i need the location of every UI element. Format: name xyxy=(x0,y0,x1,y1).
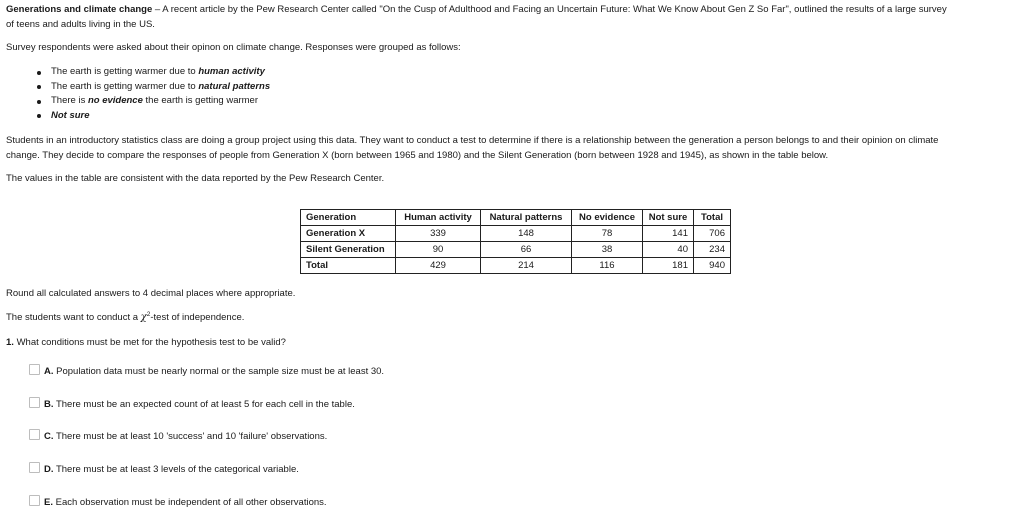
table-cell: 181 xyxy=(643,258,694,274)
intro-text-line2: of teens and adults living in the US. xyxy=(6,18,155,30)
row-label: Generation X xyxy=(301,226,396,242)
option-a[interactable] xyxy=(29,364,384,378)
option-d[interactable] xyxy=(29,462,299,476)
option-b[interactable] xyxy=(29,397,355,411)
response-list xyxy=(6,65,270,123)
option-c[interactable] xyxy=(29,429,327,443)
header-human-activity: Human activity xyxy=(396,210,481,226)
row-label: Silent Generation xyxy=(301,242,396,258)
intro-text-line1: A recent article by the Pew Research Center called "On the Cusp of Adulthood and Facing an Uncertain Future: What We Know About Gen Z So Far", outlined the results of a large survey xyxy=(162,4,947,15)
table-header-row xyxy=(301,210,731,226)
list-item: There is no evidence the earth is getting warmer xyxy=(6,94,270,109)
project-line1: Students in an introductory statistics class are doing a group project using this data. They want to conduct a test to determine if there is a relationship between the generation a person belongs to and their opinion on climate xyxy=(6,135,939,146)
project-line2: change. They decide to compare the responses of people from Generation X (born between 1965 and 1980) and the Silent Generation (born between 1928 and 1945), as shown in the table below. xyxy=(6,150,829,161)
intro-title: Generations and climate change xyxy=(6,4,153,15)
intro-dash: – xyxy=(152,4,163,15)
chi-symbol: χ xyxy=(140,312,147,323)
option-text: There must be at least 10 'success' and 10 'failure' observations. xyxy=(53,431,328,442)
header-total: Total xyxy=(694,210,731,226)
header-natural-patterns: Natural patterns xyxy=(481,210,572,226)
chi-superscript: 2 xyxy=(146,311,151,318)
header-no-evidence: No evidence xyxy=(572,210,643,226)
option-letter: A. xyxy=(44,366,54,377)
option-text: Population data must be nearly normal or the sample size must be at least 30. xyxy=(53,366,385,377)
test-statement: The students want to conduct a $\chi^2$-test of independence. xyxy=(6,311,245,323)
table-cell: 940 xyxy=(694,258,731,274)
option-letter: B. xyxy=(44,399,54,410)
consistency-note: The values in the table are consistent with the data reported by the Pew Research Center. xyxy=(6,173,385,184)
table-cell: 234 xyxy=(694,242,731,258)
list-item: The earth is getting warmer due to natural patterns xyxy=(6,80,270,95)
table-cell: 148 xyxy=(481,226,572,242)
table-cell: 116 xyxy=(572,258,643,274)
option-text: Each observation must be independent of all other observations. xyxy=(52,497,327,508)
table-cell: 141 xyxy=(643,226,694,242)
option-text: There must be an expected count of at least 5 for each cell in the table. xyxy=(53,399,355,410)
option-a-checkbox[interactable] xyxy=(29,364,40,375)
header-generation: Generation xyxy=(301,210,396,226)
survey-intro: Survey respondents were asked about their opinon on climate change. Responses were grouped as follows: xyxy=(6,42,461,53)
table-row xyxy=(301,226,731,242)
option-letter: C. xyxy=(44,431,54,442)
list-item: Not sure xyxy=(6,109,270,124)
option-letter: D. xyxy=(44,464,54,475)
rounding-instruction: Round all calculated answers to 4 decimal places where appropriate. xyxy=(6,288,296,299)
table-cell: 339 xyxy=(396,226,481,242)
table-cell: 78 xyxy=(572,226,643,242)
intro-paragraph xyxy=(6,3,1020,32)
table-row xyxy=(301,242,731,258)
table-cell: 40 xyxy=(643,242,694,258)
contingency-table xyxy=(300,209,731,274)
table-cell: 706 xyxy=(694,226,731,242)
table-row xyxy=(301,258,731,274)
option-letter: E. xyxy=(44,497,53,508)
option-e[interactable] xyxy=(29,495,327,509)
option-text: There must be at least 3 levels of the categorical variable. xyxy=(53,464,299,475)
table-cell: 66 xyxy=(481,242,572,258)
table-cell: 38 xyxy=(572,242,643,258)
question-1 xyxy=(6,337,286,348)
header-not-sure: Not sure xyxy=(643,210,694,226)
table-cell: 90 xyxy=(396,242,481,258)
row-label: Total xyxy=(301,258,396,274)
list-item: The earth is getting warmer due to human activity xyxy=(6,65,270,80)
option-c-checkbox[interactable] xyxy=(29,429,40,440)
option-b-checkbox[interactable] xyxy=(29,397,40,408)
question-text: What conditions must be met for the hypothesis test to be valid? xyxy=(13,337,286,348)
project-paragraph xyxy=(6,133,1020,163)
option-e-checkbox[interactable] xyxy=(29,495,40,506)
table-cell: 429 xyxy=(396,258,481,274)
option-d-checkbox[interactable] xyxy=(29,462,40,473)
table-cell: 214 xyxy=(481,258,572,274)
question-number: 1. xyxy=(6,337,14,348)
